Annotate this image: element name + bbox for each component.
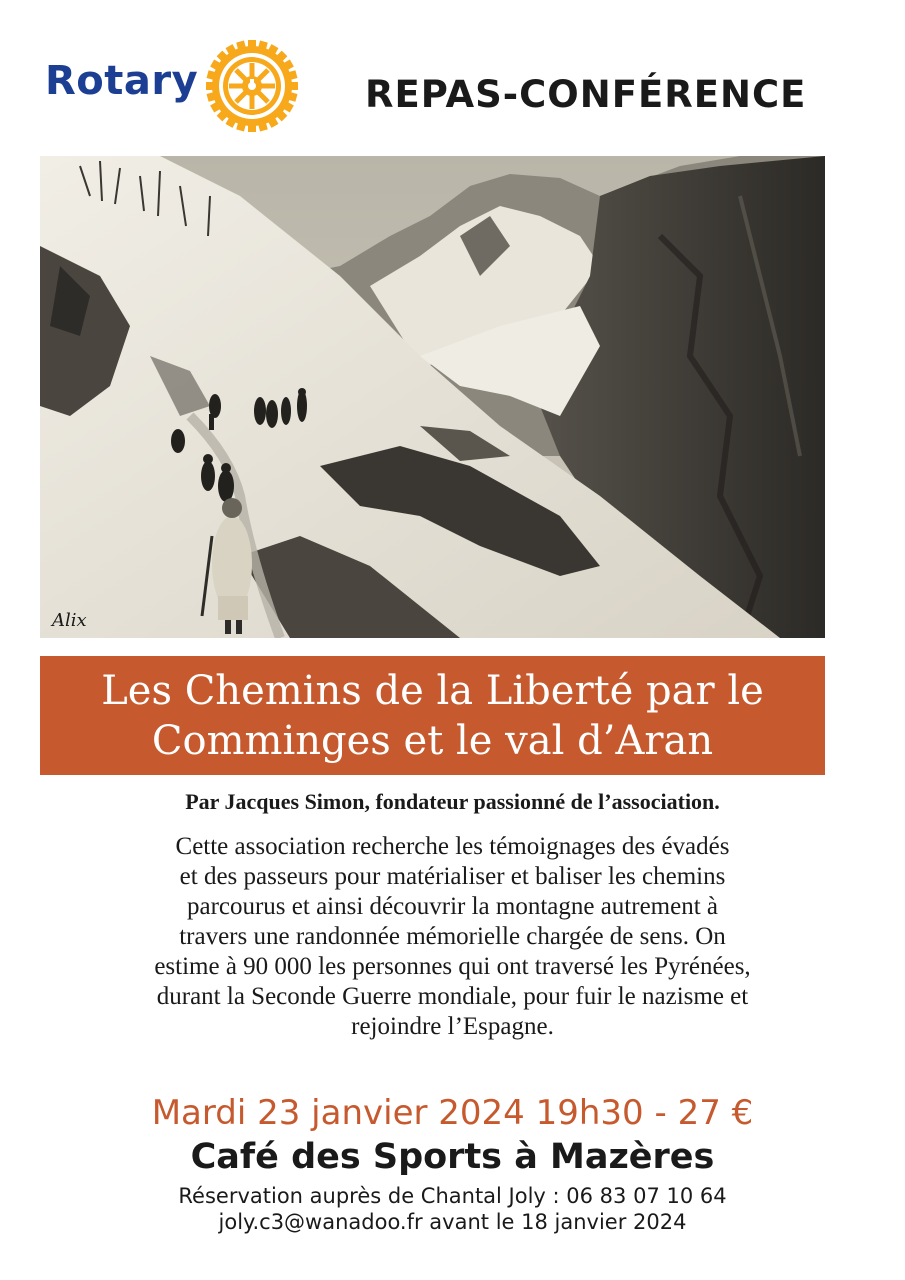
reservation-info [0,1183,905,1235]
conference-title-line2: Comminges et le val d’Aran [151,718,714,764]
conference-title [40,656,825,775]
mountain-refugees-photo [40,156,825,638]
header [0,0,905,150]
description-paragraph [50,832,855,1042]
description-line: Cette association recherche les témoignages des évadés [175,833,730,860]
description-line: parcourus et ainsi découvrir la montagne autrement à [186,893,719,920]
event-venue: Café des Sports à Mazères [190,1137,715,1177]
description-line: et des passeurs pour matérialiser et baliser les chemins [179,863,726,890]
event-datetime-price: Mardi 23 janvier 2024 19h30 - 27 € [151,1093,754,1133]
photo-signature: Alix [52,610,87,631]
speaker-line: Par Jacques Simon, fondateur passionné de l’association. [185,789,720,814]
description-line: estime à 90 000 les personnes qui ont traversé les Pyrénées, [154,953,751,980]
event-type-heading: REPAS-CONFÉRENCE [365,73,807,116]
description-line: rejoindre l’Espagne. [351,1013,554,1040]
reservation-email-line: joly.c3@wanadoo.fr avant le 18 janvier 2024 [218,1210,687,1234]
rotary-wheel-icon [204,38,300,134]
description-line: travers une randonnée mémorielle chargée de sens. On [179,923,726,950]
reservation-phone-line: Réservation auprès de Chantal Joly : 06 83 07 10 64 [178,1184,727,1208]
conference-title-line1: Les Chemins de la Liberté par le [101,668,764,714]
rotary-logo-text: Rotary [45,58,199,104]
description-line: durant la Seconde Guerre mondiale, pour fuir le nazisme et [156,983,749,1010]
